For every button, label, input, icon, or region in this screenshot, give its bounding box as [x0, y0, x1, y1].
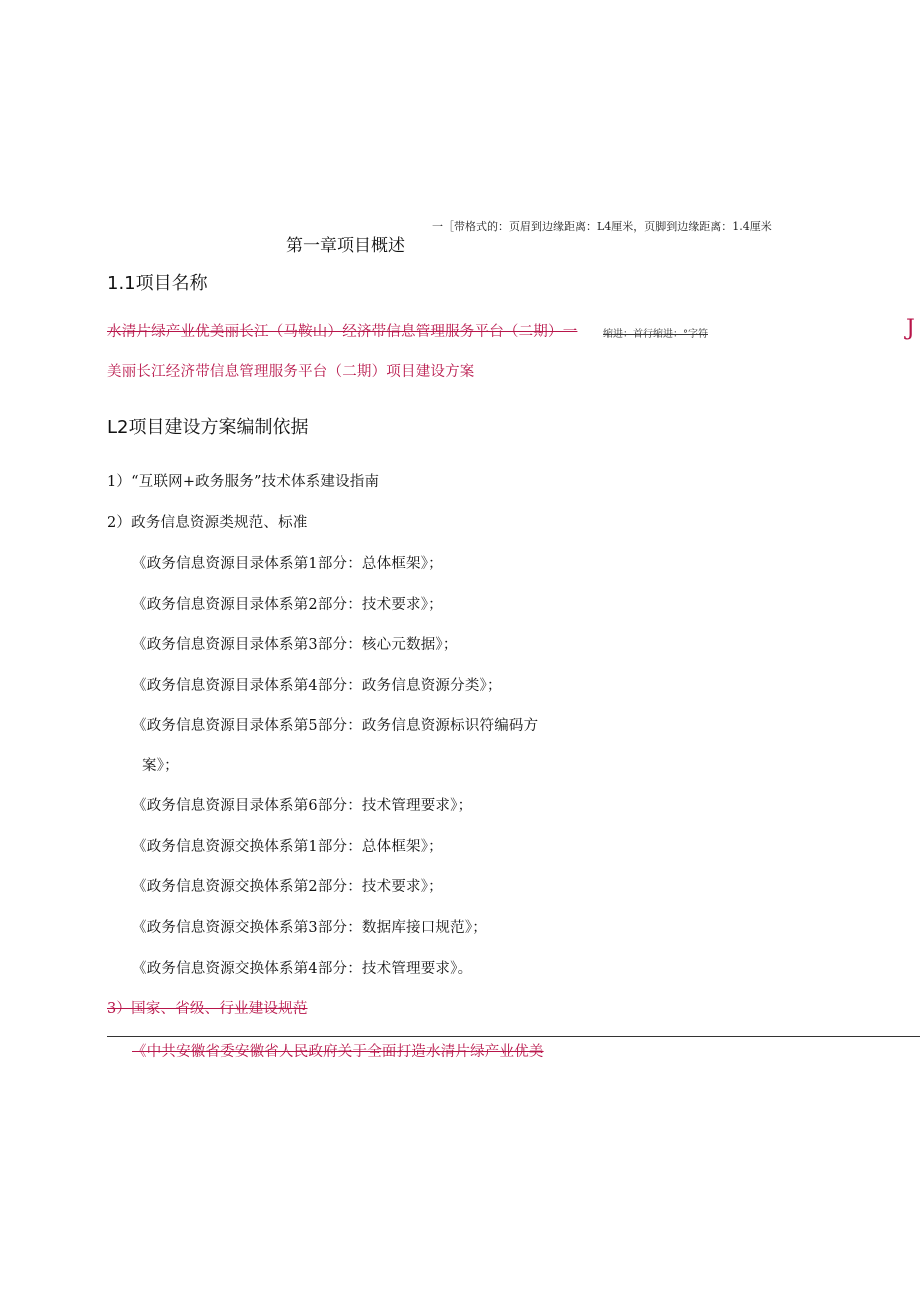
chapter-title: 第一章项目概述	[286, 236, 405, 256]
deleted-document-title-line: 《中共安徽省委安徽省人民政府关于全面打造水清片绿产业优美	[132, 1044, 544, 1060]
section-heading-1-1: 1.1项目名称	[107, 273, 208, 294]
standard-item: 《政务信息资源目录体系第1部分：总体框架》；	[132, 556, 443, 572]
standard-item: 《政务信息资源交换体系第3部分：数据库接口规范》；	[132, 920, 487, 936]
format-note: 一［带格式的：页眉到边缘距离：L4厘米，页脚到边缘距离：1.4厘米	[432, 220, 772, 233]
standard-item-continuation: 案》；	[142, 758, 179, 774]
basis-item-2: 2）政务信息资源类规范、标准	[107, 515, 308, 531]
standard-item: 《政务信息资源目录体系第3部分：核心元数据》；	[132, 637, 458, 653]
standard-item: 《政务信息资源交换体系第1部分：总体框架》；	[132, 839, 443, 855]
standard-item: 《政务信息资源交换体系第4部分：技术管理要求》。	[132, 961, 473, 977]
standard-item: 《政务信息资源目录体系第2部分：技术要求》；	[132, 597, 443, 613]
revision-margin-mark: J	[906, 316, 915, 341]
basis-item-1: 1）“互联网+政务服务”技术体系建设指南	[107, 474, 380, 490]
deleted-project-name-line: 水清片绿产业优美丽长江（马鞍山）经济带信息管理服务平台（二期）一	[107, 324, 578, 340]
section-heading-1-2: L2项目建设方案编制依据	[107, 417, 309, 438]
deleted-basis-item-3: 3）国家、省级、行业建设规范	[107, 1001, 308, 1017]
standard-item: 《政务信息资源目录体系第5部分：政务信息资源标识符编码方	[132, 718, 539, 734]
inserted-project-name-line: 美丽长江经济带信息管理服务平台（二期）项目建设方案	[107, 364, 475, 380]
standard-item: 《政务信息资源交换体系第2部分：技术要求》；	[132, 879, 443, 895]
standard-item: 《政务信息资源目录体系第4部分：政务信息资源分类》；	[132, 678, 502, 694]
standard-item: 《政务信息资源目录体系第6部分：技术管理要求》；	[132, 798, 473, 814]
page-divider	[107, 1036, 920, 1037]
deleted-indent-note: 缩进：首行缩进：°字符	[603, 329, 708, 340]
